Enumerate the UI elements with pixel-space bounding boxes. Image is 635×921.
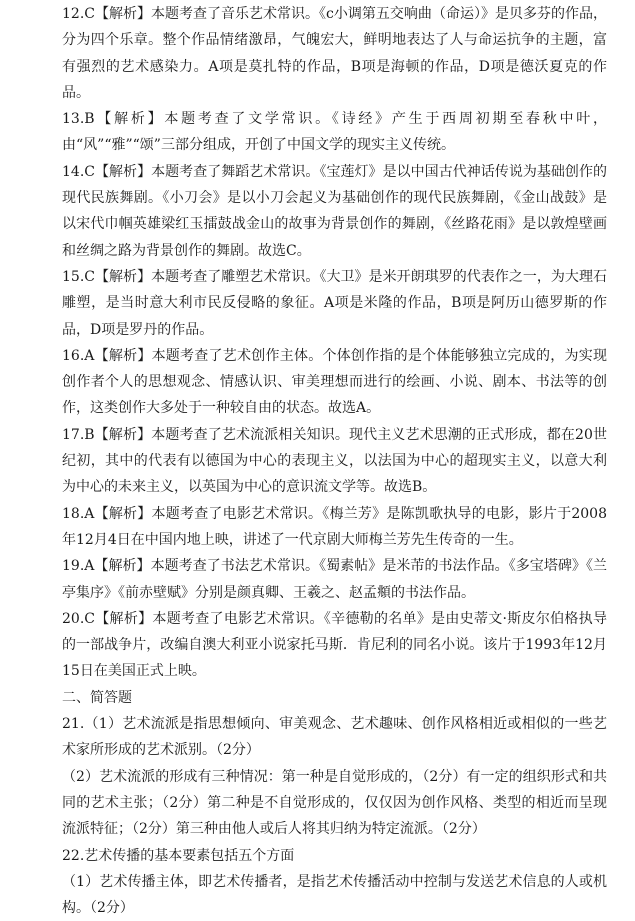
answer-16: 16.A【解析】本题考查了艺术创作主体。个体创作指的是个体能够独立完成的，为实现创作者个人的思想观念、情感认识、审美理想而进行的绘画、小说、剧本、书法等的创作，这类创作大多处于一种较自由的状态。故选A。 — [62, 347, 607, 417]
answer-21-part-1: 21.（1）艺术流派是指思想倾向、审美观念、艺术趣味、创作风格相近或相似的一些艺术家所形成的艺术派别。（2分） — [62, 716, 607, 759]
answer-17: 17.B【解析】本题考查了艺术流派相关知识。现代主义艺术思潮的正式形成，都在20世纪初，其中的代表有以德国为中心的表现主义，以法国为中心的超现实主义，以意大利为中心的未来主义，以英国为中心的意识流文学等。故选B。 — [62, 426, 607, 496]
answer-22-part-1: （1）艺术传播主体，即艺术传播者，是指艺术传播活动中控制与发送艺术信息的人或机构。（2分） — [62, 873, 607, 917]
answer-12: 12.C【解析】本题考查了音乐艺术常识。《c小调第五交响曲（命运）》是贝多芬的作品，分为四个乐章。整个作品情绪激昂，气魄宏大，鲜明地表达了人与命运抗争的主题，富有强烈的艺术感染力。A项是莫扎特的作品，B项是海顿的作品，D项是德沃夏克的作品。 — [62, 6, 607, 101]
answer-13: 13.B【解析】本题考查了文学常识。《诗经》产生于西周初期至春秋中叶，由“风”“雅”“颂”三部分组成，开创了中国文学的现实主义传统。 — [62, 111, 607, 154]
answer-21-part-2: （2）艺术流派的形成有三种情况：第一种是自觉形成的，（2分）有一定的组织形式和共同的艺术主张；（2分）第二种是不自觉形成的，仅仅因为创作风格、类型的相近而呈现流派特征；（2分）第三种由他人或后人将其归纳为特定流派。（2分） — [62, 768, 607, 838]
answer-15: 15.C【解析】本题考查了雕塑艺术常识。《大卫》是米开朗琪罗的代表作之一，为大理石雕塑，是当时意大利市民反侵略的象征。A项是米隆的作品，B项是阿历山德罗斯的作品，D项是罗丹的作品。 — [62, 268, 607, 338]
answer-20: 20.C【解析】本题考查了电影艺术常识。《辛德勒的名单》是由史蒂文·斯皮尔伯格执导的一部战争片，改编自澳大利亚小说家托马斯．肯尼利的同名小说。该片于1993年12月15日在美国正式上映。 — [62, 610, 607, 680]
section-heading: 二、简答题 — [62, 689, 132, 706]
answer-18: 18.A【解析】本题考查了电影艺术常识。《梅兰芳》是陈凯歌执导的电影，影片于2008年12月4日在中国内地上映，讲述了一代京剧大师梅兰芳先生传奇的一生。 — [62, 505, 607, 548]
answer-14: 14.C【解析】本题考查了舞蹈艺术常识。《宝莲灯》是以中国古代神话传说为基础创作的现代民族舞剧。《小刀会》是以小刀会起义为基础创作的现代民族舞剧，《金山战鼓》是以宋代巾帼英雄梁红玉擂鼓战金山的故事为背景创作的舞剧，《丝路花雨》是以敦煌壁画和丝绸之路为背景创作的舞剧。故选C。 — [62, 163, 607, 259]
answer-22-intro: 22.艺术传播的基本要素包括五个方面 — [62, 847, 295, 864]
answer-19: 19.A【解析】本题考查了书法艺术常识。《蜀素帖》是米芾的书法作品。《多宝塔碑》《兰亭集序》《前赤壁赋》分别是颜真卿、王羲之、赵孟頫的书法作品。 — [62, 558, 607, 601]
